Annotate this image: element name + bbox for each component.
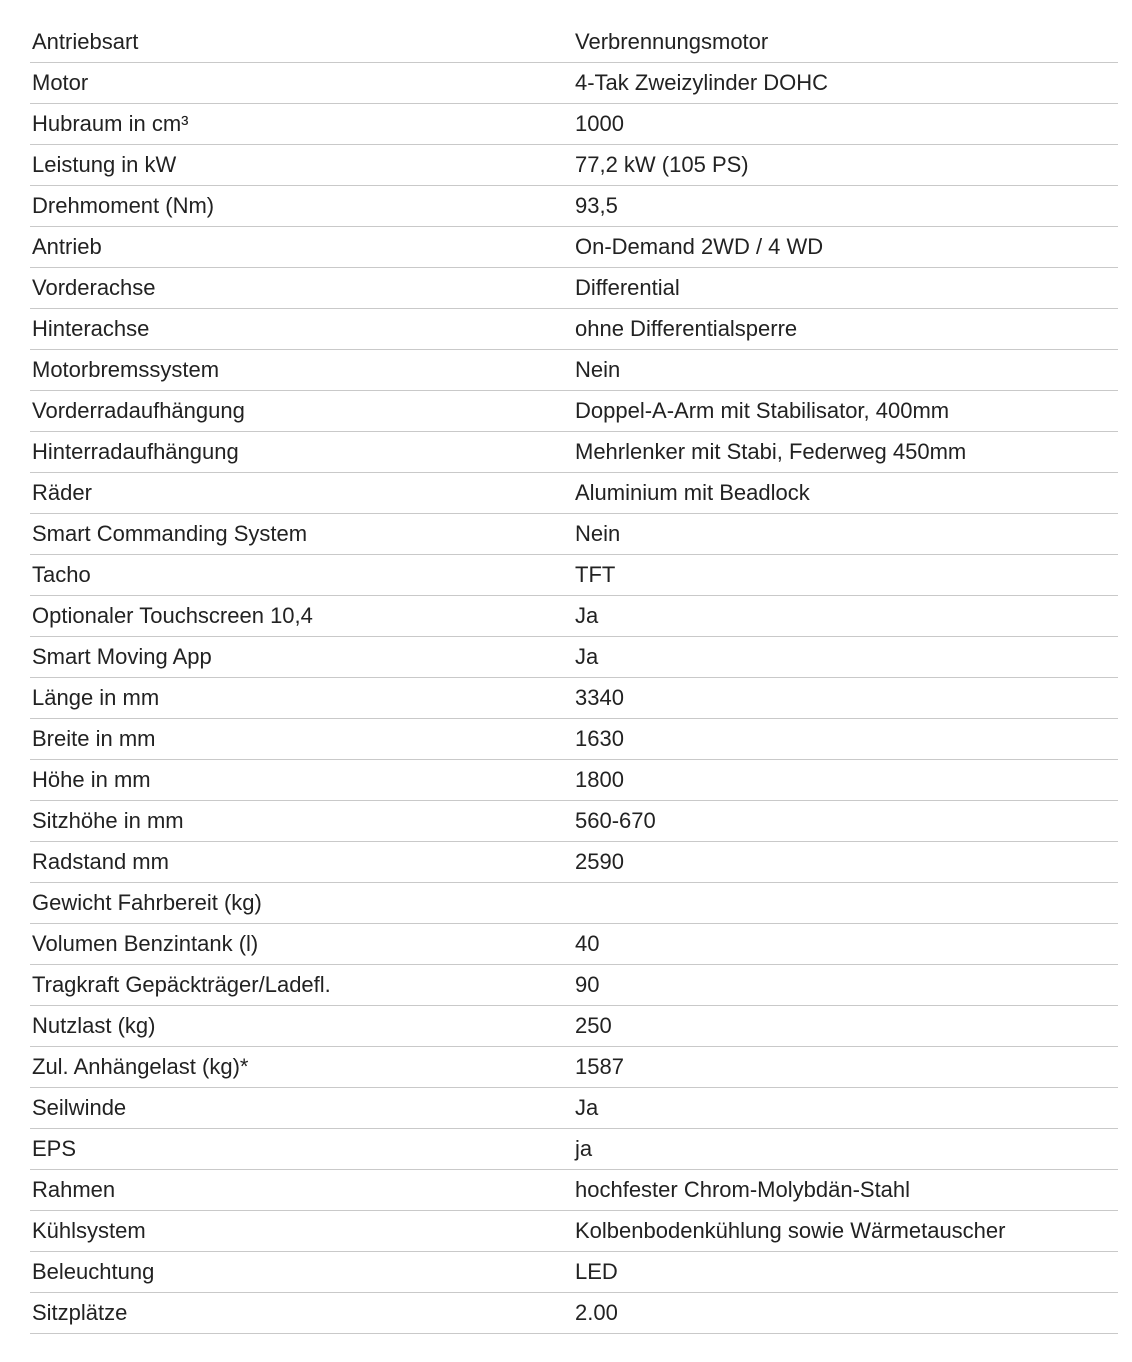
spec-table-body	[30, 22, 1118, 1334]
spec-row	[30, 514, 1118, 555]
spec-row	[30, 63, 1118, 104]
spec-label: Zul. Anhängelast (kg)*	[30, 1047, 573, 1088]
spec-row	[30, 227, 1118, 268]
spec-label: EPS	[30, 1129, 573, 1170]
spec-label: Räder	[30, 473, 573, 514]
spec-row	[30, 473, 1118, 514]
spec-label: Tacho	[30, 555, 573, 596]
spec-row	[30, 596, 1118, 637]
spec-row	[30, 924, 1118, 965]
spec-value: 2.00	[573, 1293, 1118, 1334]
spec-row	[30, 350, 1118, 391]
spec-row	[30, 145, 1118, 186]
spec-label: Antriebsart	[30, 22, 573, 63]
spec-row	[30, 22, 1118, 63]
spec-label: Gewicht Fahrbereit (kg)	[30, 883, 573, 924]
spec-row	[30, 1006, 1118, 1047]
spec-row	[30, 432, 1118, 473]
spec-value: 2590	[573, 842, 1118, 883]
spec-row	[30, 555, 1118, 596]
spec-label: Rahmen	[30, 1170, 573, 1211]
spec-label: Radstand mm	[30, 842, 573, 883]
spec-value: 1587	[573, 1047, 1118, 1088]
spec-row	[30, 719, 1118, 760]
spec-value: Ja	[573, 637, 1118, 678]
spec-value: On-Demand 2WD / 4 WD	[573, 227, 1118, 268]
spec-value: TFT	[573, 555, 1118, 596]
spec-value: Doppel-A-Arm mit Stabilisator, 400mm	[573, 391, 1118, 432]
spec-row	[30, 1252, 1118, 1293]
spec-row	[30, 842, 1118, 883]
spec-value: Kolbenbodenkühlung sowie Wärmetauscher	[573, 1211, 1118, 1252]
spec-row	[30, 1047, 1118, 1088]
spec-value	[573, 883, 1118, 924]
spec-value: ohne Differentialsperre	[573, 309, 1118, 350]
spec-value: 4-Tak Zweizylinder DOHC	[573, 63, 1118, 104]
spec-value: Differential	[573, 268, 1118, 309]
spec-row	[30, 883, 1118, 924]
spec-value: 77,2 kW (105 PS)	[573, 145, 1118, 186]
spec-value: 93,5	[573, 186, 1118, 227]
spec-label: Sitzplätze	[30, 1293, 573, 1334]
spec-label: Antrieb	[30, 227, 573, 268]
spec-label: Smart Moving App	[30, 637, 573, 678]
spec-row	[30, 801, 1118, 842]
spec-label: Kühlsystem	[30, 1211, 573, 1252]
spec-value: 560-670	[573, 801, 1118, 842]
spec-value: Aluminium mit Beadlock	[573, 473, 1118, 514]
spec-label: Smart Commanding System	[30, 514, 573, 555]
spec-label: Optionaler Touchscreen 10,4	[30, 596, 573, 637]
spec-row	[30, 104, 1118, 145]
spec-table	[30, 22, 1118, 1334]
spec-value: Mehrlenker mit Stabi, Federweg 450mm	[573, 432, 1118, 473]
spec-label: Vorderachse	[30, 268, 573, 309]
spec-label: Motor	[30, 63, 573, 104]
spec-row	[30, 391, 1118, 432]
spec-value: Verbrennungsmotor	[573, 22, 1118, 63]
spec-value: 1000	[573, 104, 1118, 145]
spec-row	[30, 186, 1118, 227]
spec-value: 3340	[573, 678, 1118, 719]
spec-label: Tragkraft Gepäckträger/Ladefl.	[30, 965, 573, 1006]
spec-label: Hinterradaufhängung	[30, 432, 573, 473]
spec-row	[30, 1170, 1118, 1211]
spec-row	[30, 637, 1118, 678]
spec-label: Breite in mm	[30, 719, 573, 760]
spec-row	[30, 1088, 1118, 1129]
spec-row	[30, 678, 1118, 719]
spec-value: Ja	[573, 1088, 1118, 1129]
spec-row	[30, 1129, 1118, 1170]
spec-row	[30, 760, 1118, 801]
spec-row	[30, 1211, 1118, 1252]
spec-value: 90	[573, 965, 1118, 1006]
spec-row	[30, 1293, 1118, 1334]
spec-label: Nutzlast (kg)	[30, 1006, 573, 1047]
spec-value: ja	[573, 1129, 1118, 1170]
spec-value: 1800	[573, 760, 1118, 801]
spec-label: Höhe in mm	[30, 760, 573, 801]
spec-label: Hinterachse	[30, 309, 573, 350]
spec-label: Sitzhöhe in mm	[30, 801, 573, 842]
spec-row	[30, 309, 1118, 350]
spec-label: Länge in mm	[30, 678, 573, 719]
spec-label: Hubraum in cm³	[30, 104, 573, 145]
spec-value: Nein	[573, 514, 1118, 555]
spec-value: 1630	[573, 719, 1118, 760]
spec-row	[30, 965, 1118, 1006]
spec-label: Seilwinde	[30, 1088, 573, 1129]
spec-value: Ja	[573, 596, 1118, 637]
spec-value: LED	[573, 1252, 1118, 1293]
spec-label: Motorbremssystem	[30, 350, 573, 391]
spec-value: Nein	[573, 350, 1118, 391]
spec-label: Vorderradaufhängung	[30, 391, 573, 432]
spec-label: Volumen Benzintank (l)	[30, 924, 573, 965]
spec-row	[30, 268, 1118, 309]
spec-value: hochfester Chrom-Molybdän-Stahl	[573, 1170, 1118, 1211]
spec-value: 40	[573, 924, 1118, 965]
spec-label: Drehmoment (Nm)	[30, 186, 573, 227]
spec-label: Beleuchtung	[30, 1252, 573, 1293]
spec-label: Leistung in kW	[30, 145, 573, 186]
spec-value: 250	[573, 1006, 1118, 1047]
